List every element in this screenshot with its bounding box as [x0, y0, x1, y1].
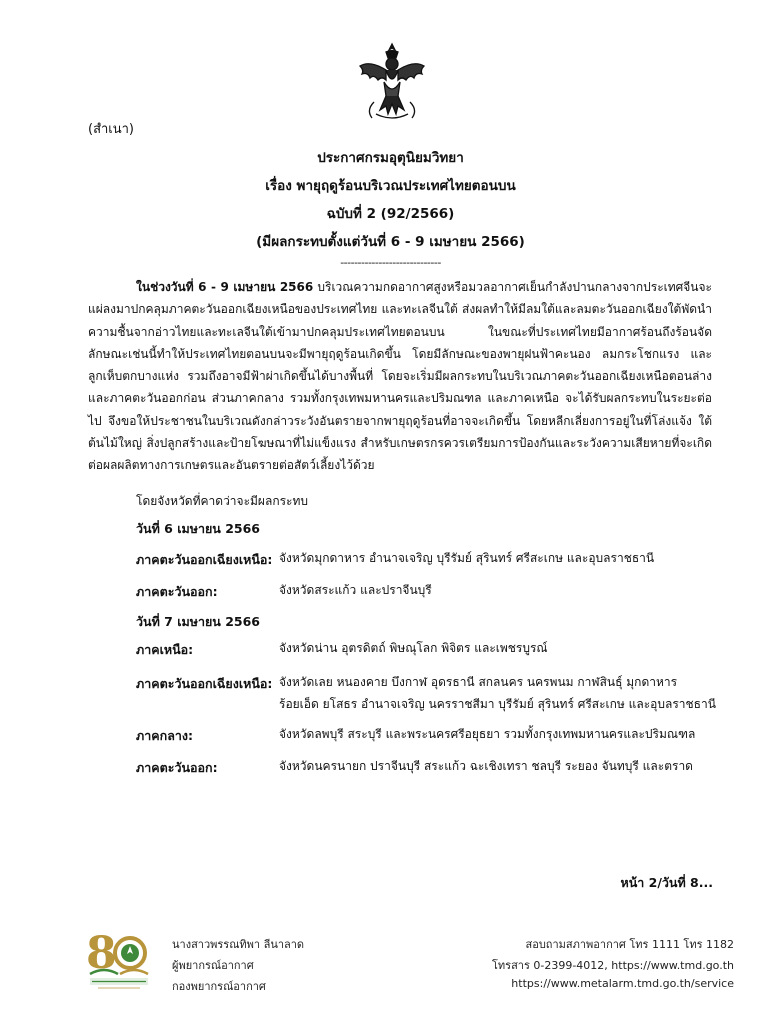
- region-label: ภาคตะวันออก:: [136, 760, 218, 775]
- title-subject: เรื่อง พายุฤดูร้อนบริเวณประเทศไทยตอนบน: [265, 178, 516, 194]
- region-label: ภาคตะวันออกเฉียงเหนือ:: [136, 552, 273, 567]
- contact-fax-website[interactable]: โทรสาร 0-2399-4012, https://www.tmd.go.th: [492, 959, 734, 972]
- metalarm-service-link[interactable]: https://www.metalarm.tmd.go.th/service: [511, 977, 734, 990]
- region-label: ภาคกลาง:: [136, 728, 193, 743]
- forecaster-name: นางสาวพรรณทิพา ลีนาลาด: [172, 938, 305, 951]
- region-provinces: จังหวัดเลย หนองคาย บึงกาฬ อุดรธานี สกลนคร นครพนม กาฬสินธุ์ มุกดาหาร ร้อยเอ็ด ยโสธร อำนาจเจริญ นครราชสีมา บุรีรัมย์ สุรินทร์ ศรีสะเกษ และอุบลราชธานี: [279, 675, 716, 711]
- region-provinces: จังหวัดน่าน อุตรดิตถ์ พิษณุโลก พิจิตร และเพชรบูรณ์: [279, 641, 548, 655]
- region-provinces: จังหวัดนครนายก ปราจีนบุรี สระแก้ว ฉะเชิงเทรา ชลบุรี ระยอง จันทบุรี และตราด: [279, 759, 693, 773]
- title-agency: ประกาศกรมอุตุนิยมวิทยา: [317, 150, 464, 166]
- forecaster-title: ผู้พยากรณ์อากาศ: [172, 959, 254, 972]
- next-page-marker: หน้า 2/วันที่ 8...: [620, 875, 713, 890]
- day-heading: วันที่ 6 เมษายน 2566: [136, 521, 260, 536]
- garuda-emblem-icon: [356, 40, 428, 122]
- day-heading: วันที่ 7 เมษายน 2566: [136, 614, 260, 629]
- title-effective-dates: (มีผลกระทบตั้งแต่วันที่ 6 - 9 เมษายน 2566): [256, 234, 525, 250]
- region-label: ภาคตะวันออกเฉียงเหนือ:: [136, 676, 273, 691]
- region-provinces: จังหวัดสระแก้ว และปราจีนบุรี: [279, 583, 432, 597]
- paragraph-lead: ในช่วงวันที่ 6 - 9 เมษายน 2566: [136, 280, 314, 294]
- affected-provinces-intro: โดยจังหวัดที่คาดว่าจะมีผลกระทบ: [136, 494, 309, 508]
- title-issue-number: ฉบับที่ 2 (92/2566): [326, 206, 455, 222]
- region-label: ภาคเหนือ:: [136, 642, 194, 657]
- svg-text:8: 8: [86, 928, 117, 979]
- forecaster-division: กองพยากรณ์อากาศ: [172, 980, 266, 993]
- region-label: ภาคตะวันออก:: [136, 584, 218, 599]
- tmd-80th-anniversary-logo-icon: [84, 926, 154, 992]
- region-provinces: จังหวัดลพบุรี สระบุรี และพระนครศรีอยุธยา รวมทั้งกรุงเทพมหานครและปริมณฑล: [279, 727, 696, 741]
- region-provinces: จังหวัดมุกดาหาร อำนาจเจริญ บุรีรัมย์ สุรินทร์ ศรีสะเกษ และอุบลราชธานี: [279, 551, 655, 565]
- separator-line: -----------------------------: [340, 256, 441, 269]
- contact-phone: สอบถามสภาพอากาศ โทร 1111 โทร 1182: [525, 938, 734, 951]
- paragraph-text: บริเวณความกดอากาศสูงหรือมวลอากาศเย็นกำลังปานกลางจากประเทศจีนจะแผ่ลงมาปกคลุมภาคตะวันออกเฉียงเหนือของประเทศไทย และทะเลจีนใต้ ส่งผลทำให้มีลมใต้และลมตะวันออกเฉียงใต้พัดนำความชื้นจากอ่าวไทยและทะเลจีนใต้เข้ามาปกคลุมประเทศไทยตอนบน ในขณะที่ประเทศไทยมีอากาศร้อนถึงร้อนจัด ลักษณะเช่นนี้ทำให้ประเทศไทยตอนบนจะมีพายุฤดูร้อนเกิดขึ้น โดยมีลักษณะของพายุฝนฟ้าคะนอง ลมกระโชกแรง และลูกเห็บตกบางแห่ง รวมถึงอาจมีฟ้าผ่าเกิดขึ้นได้บางพื้นที่ โดยจะเริ่มมีผลกระทบในบริเวณภาคตะวันออกเฉียงเหนือตอนล่างและภาคตะวันออกก่อน ส่วนภาคกลาง รวมทั้งกรุงเทพมหานครและปริมณฑล และภาคเหนือ จะได้รับผลกระทบในระยะต่อไป จึงขอให้ประชาชนในบริเวณดังกล่าวระวังอันตรายจากพายุฤดูร้อนที่อาจจะเกิดขึ้น โดยหลีกเลี่ยงการอยู่ในที่โล่งแจ้ง ใต้ต้นไม้ใหญ่ สิ่งปลูกสร้างและป้ายโฆษณาที่ไม่แข็งแรง สำหรับเกษตรกรควรเตรียมการป้องกันและระวังความเสียหายที่จะเกิดต่อผลผลิตทางการเกษตรและอันตรายต่อสัตว์เลี้ยงไว้ด้วย: [88, 280, 712, 473]
- copy-mark: (สำเนา): [88, 122, 135, 137]
- main-paragraph: [88, 276, 712, 477]
